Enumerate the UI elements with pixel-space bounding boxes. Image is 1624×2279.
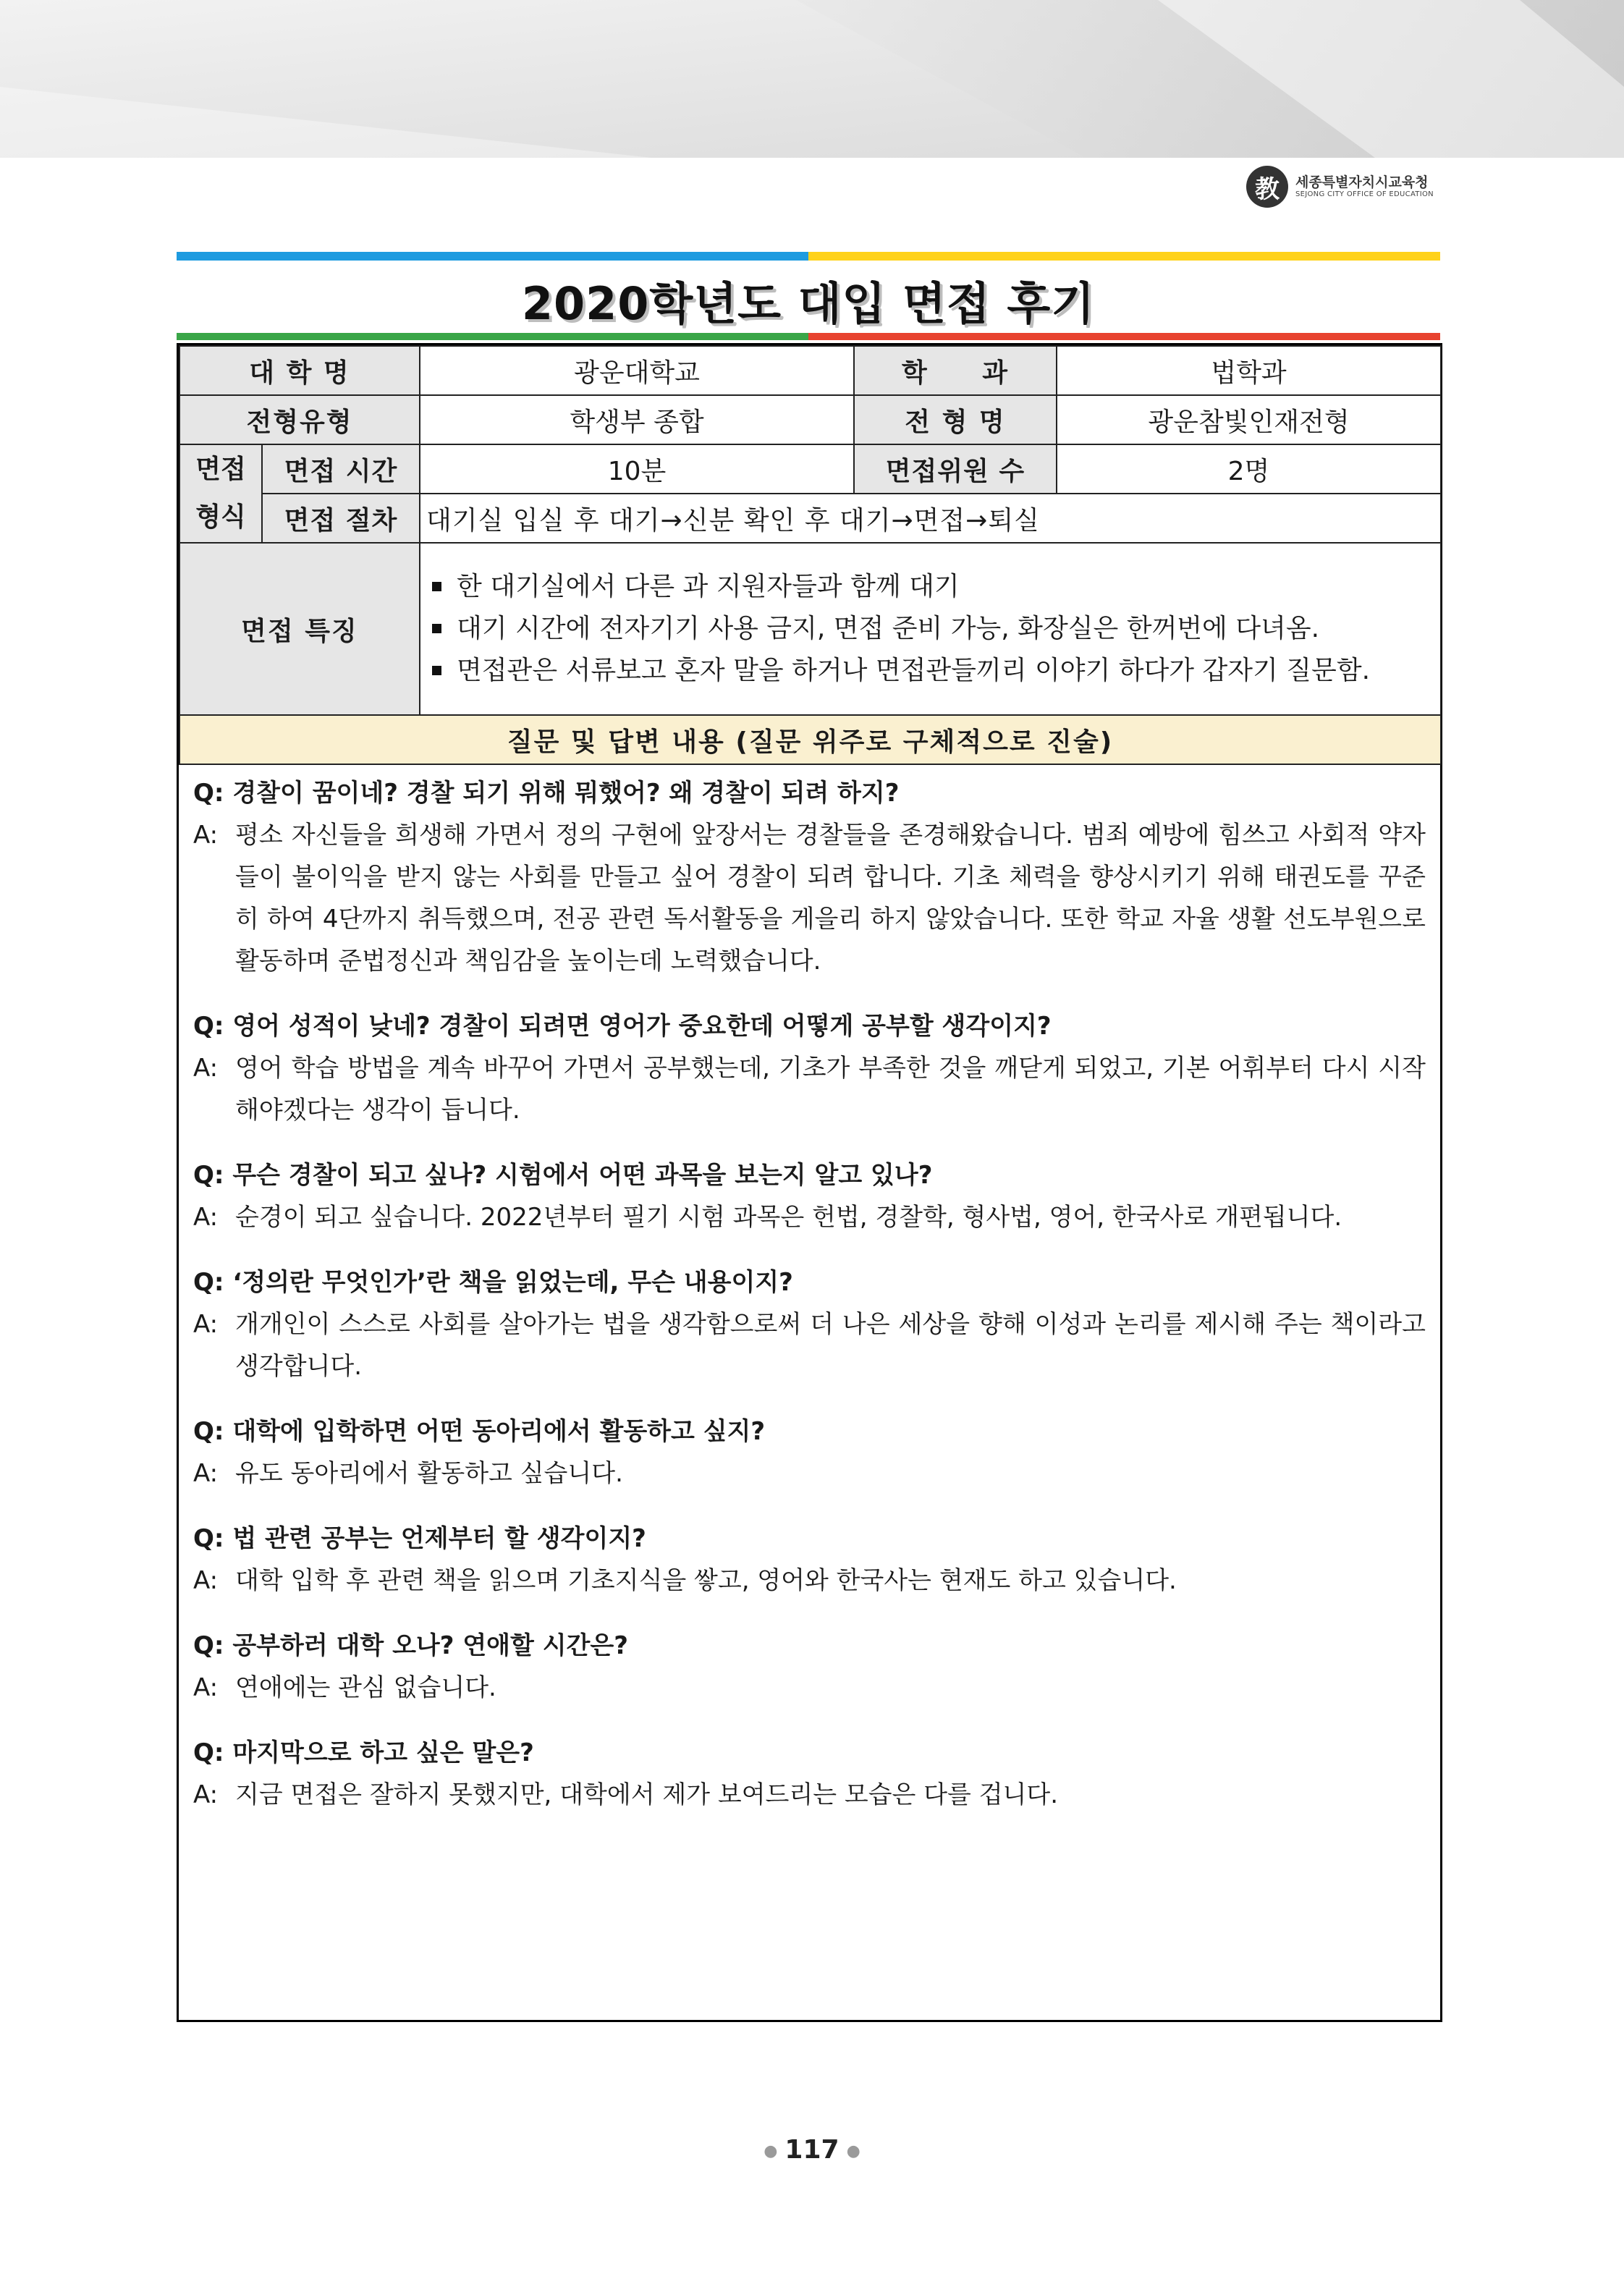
square-bullet-icon <box>432 666 441 675</box>
question-text: Q: 공부하러 대학 오나? 연애할 시간은? <box>193 1631 628 1660</box>
qa-item <box>193 1154 1426 1238</box>
answer-prefix: A: <box>193 1310 219 1339</box>
answer-text: 평소 자신들을 희생해 가면서 정의 구현에 앞장서는 경찰들을 존경해왔습니다. 범죄 예방에 힘쓰고 사회적 약자들이 불이익을 받지 않는 사회를 만들고 싶어 경찰이 되려 합니다. 기초 체력을 향상시키기 위해 태권도를 꾸준히 하여 4단까지 취득했으며, 전공 관련 독서활동을 게을리 하지 않았습니다. 또한 학교 자율 생활 선도부원으로 활동하며 준법정신과 책임감을 높이는데 노력했습니다. <box>235 821 1426 976</box>
answer-text: 영어 학습 방법을 계속 바꾸어 가면서 공부했는데, 기초가 부족한 것을 깨닫게 되었고, 기본 어휘부터 다시 시작해야겠다는 생각이 듭니다. <box>235 1054 1426 1125</box>
document-title: 2020학년도 대입 면접 후기 <box>521 277 1096 330</box>
interview-format-label <box>179 444 262 543</box>
logo-emblem-icon: 教 <box>1246 166 1288 208</box>
dot-icon: ● <box>846 2141 860 2160</box>
list-item <box>432 650 1434 692</box>
title-bottom-color-bar <box>177 333 1440 340</box>
qa-item <box>193 772 1426 982</box>
answer <box>193 1560 1426 1602</box>
answer-text: 대학 입학 후 관련 책을 읽으며 기초지식을 쌓고, 영어와 한국사는 현재도 하고 있습니다. <box>235 1566 1177 1595</box>
qa-item <box>193 1518 1426 1602</box>
format-label-line-2: 형식 <box>195 502 246 532</box>
logo-name-korean: 세종특별자치시교육청 <box>1295 174 1429 191</box>
qa-section-header: 질문 및 답변 내용 (질문 위주로 구체적으로 진술) <box>179 715 1441 764</box>
table-row <box>179 715 1441 764</box>
table-row <box>179 494 1441 543</box>
interview-time-label: 면접 시간 <box>262 444 420 494</box>
page-number <box>0 2135 1624 2165</box>
admission-type-value: 학생부 종합 <box>420 395 854 444</box>
answer <box>193 1047 1426 1131</box>
table-row <box>179 444 1441 494</box>
header-gradient-shapes <box>0 0 1624 166</box>
header-banner <box>0 0 1624 166</box>
question-text: Q: 법 관련 공부는 언제부터 할 생각이지? <box>193 1524 646 1553</box>
feature-text: 면접관은 서류보고 혼자 말을 하거나 면접관들끼리 이야기 하다가 갑자기 질문함. <box>457 656 1371 685</box>
interviewers-value: 2명 <box>1057 444 1441 494</box>
question-text: Q: 경찰이 꿈이네? 경찰 되기 위해 뭐했어? 왜 경찰이 되려 하지? <box>193 779 900 808</box>
answer-prefix: A: <box>193 1566 219 1595</box>
qa-item <box>193 1732 1426 1816</box>
title-top-color-bar <box>177 252 1440 261</box>
interview-info-table <box>179 345 1442 765</box>
feature-text: 한 대기실에서 다른 과 지원자들과 함께 대기 <box>457 572 960 601</box>
features-label: 면접 특징 <box>179 543 420 715</box>
features-list <box>426 566 1434 692</box>
admission-name-label: 전 형 명 <box>854 395 1057 444</box>
interview-time-value: 10분 <box>420 444 854 494</box>
qa-item <box>193 1411 1426 1494</box>
answer-prefix: A: <box>193 1780 219 1809</box>
format-label-line-1: 면접 <box>195 454 246 484</box>
department-label: 학 과 <box>854 346 1057 395</box>
answer-text: 순경이 되고 싶습니다. 2022년부터 필기 시험 과목은 헌법, 경찰학, 형사법, 영어, 한국사로 개편됩니다. <box>235 1203 1342 1232</box>
interviewers-label: 면접위원 수 <box>854 444 1057 494</box>
question-text: Q: 무슨 경찰이 되고 싶나? 시험에서 어떤 과목을 보는지 알고 있나? <box>193 1161 933 1190</box>
education-office-logo <box>1246 165 1434 208</box>
interview-review-form <box>177 343 1442 2022</box>
answer-prefix: A: <box>193 1054 219 1083</box>
answer-prefix: A: <box>193 1203 219 1232</box>
features-cell <box>420 543 1441 715</box>
qa-item <box>193 1005 1426 1131</box>
answer-prefix: A: <box>193 1459 219 1488</box>
question-text: Q: ‘정의란 무엇인가’란 책을 읽었는데, 무슨 내용이지? <box>193 1268 793 1297</box>
page-number-text: 117 <box>784 2135 840 2165</box>
answer <box>193 1667 1426 1709</box>
answer <box>193 1303 1426 1387</box>
admission-type-label: 전형유형 <box>179 395 420 444</box>
answer <box>193 1774 1426 1816</box>
answer-prefix: A: <box>193 821 219 850</box>
university-value: 광운대학교 <box>420 346 854 395</box>
answer-prefix: A: <box>193 1673 219 1702</box>
question-text: Q: 마지막으로 하고 싶은 말은? <box>193 1738 534 1767</box>
answer <box>193 1196 1426 1238</box>
question-text: Q: 영어 성적이 낮네? 경찰이 되려면 영어가 중요한데 어떻게 공부할 생각이지? <box>193 1012 1052 1041</box>
logo-name-english: SEJONG CITY OFFICE OF EDUCATION <box>1295 190 1434 198</box>
list-item <box>432 608 1434 650</box>
answer-text: 유도 동아리에서 활동하고 싶습니다. <box>235 1459 623 1488</box>
answer-text: 개개인이 스스로 사회를 살아가는 법을 생각함으로써 더 나은 세상을 향해 이성과 논리를 제시해 주는 책이라고 생각합니다. <box>235 1310 1426 1381</box>
answer <box>193 814 1426 982</box>
admission-name-value: 광운참빛인재전형 <box>1057 395 1441 444</box>
qa-list <box>179 765 1440 1816</box>
procedure-label: 면접 절차 <box>262 494 420 543</box>
procedure-value: 대기실 입실 후 대기→신분 확인 후 대기→면접→퇴실 <box>420 494 1441 543</box>
question-text: Q: 대학에 입학하면 어떤 동아리에서 활동하고 싶지? <box>193 1417 766 1446</box>
answer <box>193 1453 1426 1494</box>
square-bullet-icon <box>432 624 441 633</box>
table-row <box>179 346 1441 395</box>
qa-item <box>193 1261 1426 1387</box>
dot-icon: ● <box>764 2141 778 2160</box>
square-bullet-icon <box>432 582 441 591</box>
qa-item <box>193 1625 1426 1709</box>
table-row <box>179 543 1441 715</box>
department-value: 법학과 <box>1057 346 1441 395</box>
university-label: 대 학 명 <box>179 346 420 395</box>
list-item <box>432 566 1434 608</box>
answer-text: 지금 면접은 잘하지 못했지만, 대학에서 제가 보여드리는 모습은 다를 겁니다. <box>235 1780 1059 1809</box>
table-row <box>179 395 1441 444</box>
answer-text: 연애에는 관심 없습니다. <box>235 1673 496 1702</box>
feature-text: 대기 시간에 전자기기 사용 금지, 면접 준비 가능, 화장실은 한꺼번에 다녀옴. <box>457 614 1320 643</box>
